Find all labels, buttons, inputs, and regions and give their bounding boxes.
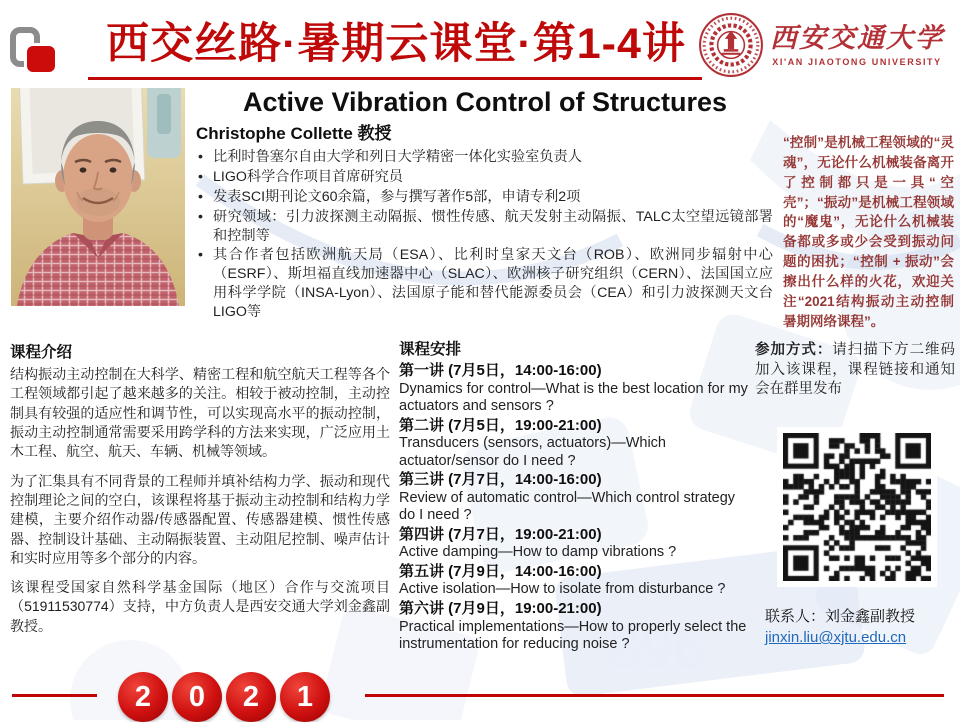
speaker-bullet-list: [196, 148, 773, 322]
course-intro-paragraph: 为了汇集具有不同背景的工程师并填补结构力学、振动和现代控制理论之间的空白，该课程将基于振动主动控制和结构力学建模，主要介绍作动器/传感器配置、传感器建模、惯性传感器、控制设计基础、主动隔振装置、主动阻尼控制、噪声估计和实时应用等多个部分的内容。: [10, 472, 390, 566]
course-intro-section: [10, 340, 390, 646]
bottom-rule-left: [12, 694, 97, 697]
year-digit-badge: 0: [172, 672, 222, 722]
lecture-item: [399, 563, 751, 599]
bottom-rule-right: [365, 694, 944, 697]
lecture-title-en: Active isolation—How to isolate from disturbance ?: [399, 581, 726, 598]
contact-person: 联系人：刘金鑫副教授: [765, 608, 916, 625]
lecture-title-en: Active damping—How to damp vibrations ?: [399, 544, 677, 561]
university-name-en: XI'AN JIAOTONG UNIVERSITY: [772, 56, 942, 67]
lecture-title-zh: 第四讲 (7月7日，19:00-21:00): [399, 525, 602, 543]
lecture-title-zh: 第六讲 (7月9日，19:00-21:00): [399, 599, 602, 617]
logo-red-square: [24, 43, 58, 75]
lecture-title-en: Practical implementations—How to properly select the instrumentation for reducing noise ?: [399, 618, 747, 653]
lecture-title-en: Dynamics for control—What is the best location for my actuators and sensors ?: [399, 380, 748, 415]
lecture-title-zh: 第五讲 (7月9日，14:00-16:00): [399, 562, 602, 580]
course-intro-heading: 课程介绍: [10, 344, 73, 361]
speaker-bullet: • 其合作者包括欧洲航天局（ESA）、比利时皇家天文台（ROB）、欧洲同步辐射中心（ESRF）、斯坦福直线加速器中心（SLAC）、欧洲核子研究组织（CERN）、法国国立应用科学学院（INSA-Lyon）、法国原子能和替代能源委员会（CEA）和引力波探测天文台LIGO等: [196, 246, 773, 322]
lecture-item: [399, 362, 751, 416]
lecture-title-en: Review of automatic control—Which control strategy do I need ?: [399, 489, 736, 524]
course-schedule-section: [399, 337, 751, 654]
participation-section: [755, 341, 955, 400]
lecture-title-zh: 第一讲 (7月5日，14:00-16:00): [399, 362, 602, 379]
contact-block: [765, 606, 960, 648]
lecture-item: [399, 471, 751, 525]
lecture-title-zh: 第二讲 (7月5日，19:00-21:00): [399, 416, 602, 434]
contact-email-link[interactable]: jinxin.liu@xjtu.edu.cn: [765, 629, 907, 646]
lecture-title-en: Transducers (sensors, actuators)—Which actuator/sensor do I need ?: [399, 435, 666, 469]
speaker-bullet: • 发表SCI期刊论文60余篇，参与撰写著作5部，申请专利2项: [196, 188, 773, 207]
page-title: Active Vibration Control of Structures: [242, 87, 728, 117]
speaker-bullet: • 比利时鲁塞尔自由大学和列日大学精密一体化实验室负责人: [196, 148, 773, 167]
speaker-name: Christophe Collette 教授: [196, 124, 392, 143]
watermark-year-text: 896: [608, 616, 705, 681]
year-digit-badge: 1: [280, 672, 330, 722]
schedule-heading: 课程安排: [399, 341, 462, 358]
title-underline: [88, 77, 702, 80]
speaker-bullet: • 研究领域：引力波探测主动隔振、惯性传感、航天发射主动隔振、TALC太空望远镜部署和控制等: [196, 208, 773, 246]
participation-label: 参加方式：: [755, 342, 833, 358]
lecture-title-zh: 第三讲 (7月7日，14:00-16:00): [399, 471, 602, 489]
course-intro-paragraph: 该课程受国家自然科学基金国际（地区）合作与交流项目（51911530774）支持，中方负责人是西安交通大学刘金鑫副教授。: [10, 579, 390, 634]
university-name-zh: 西安交通大学: [770, 22, 944, 54]
speaker-bullet: • LIGO科学合作项目首席研究员: [196, 168, 773, 187]
lecture-item: [399, 600, 751, 654]
speaker-bio: [196, 119, 773, 323]
university-logo-group: [698, 10, 954, 80]
year-digit-badge: 2: [118, 672, 168, 722]
year-digit-badge: 2: [226, 672, 276, 722]
xjtu-seal-icon: [698, 12, 764, 78]
speaker-photo: [11, 88, 185, 306]
lecture-item: [399, 526, 751, 562]
participation-text: 请扫描下方二维码加入该课程，课程链接和通知会在群里发布: [755, 342, 956, 398]
series-title: 西交丝路·暑期云课堂·第1-4讲: [106, 20, 686, 68]
cloud-classroom-logo-icon: [10, 26, 70, 78]
motivation-note: “控制”是机械工程领域的“灵魂”，无论什么机械装备离开了控制都只是一具“空壳”；“振动”是机械工程领域的“魔鬼”，无论什么机械装备都或多或少会受到振动问题的困扰；“控制 + 振动”会擦出什么样的火花，欢迎关注“2021结构振动主动控制暑期网络课程”。: [783, 135, 954, 329]
header-banner: [0, 0, 960, 86]
course-intro-paragraph: 结构振动主动控制在大科学、精密工程和航空航天工程等各个工程领域都引起了越来越多的关注。相较于被动控制，主动控制具有较强的适应性和调节性，可以实现高水平的振动控制，振动主动控制通常需要采用跨学科的方法来实现，广泛应用土木工程、航空、航天、车辆、机械等领域。: [10, 366, 390, 460]
lecture-item: [399, 417, 751, 471]
qr-code: [777, 427, 937, 587]
